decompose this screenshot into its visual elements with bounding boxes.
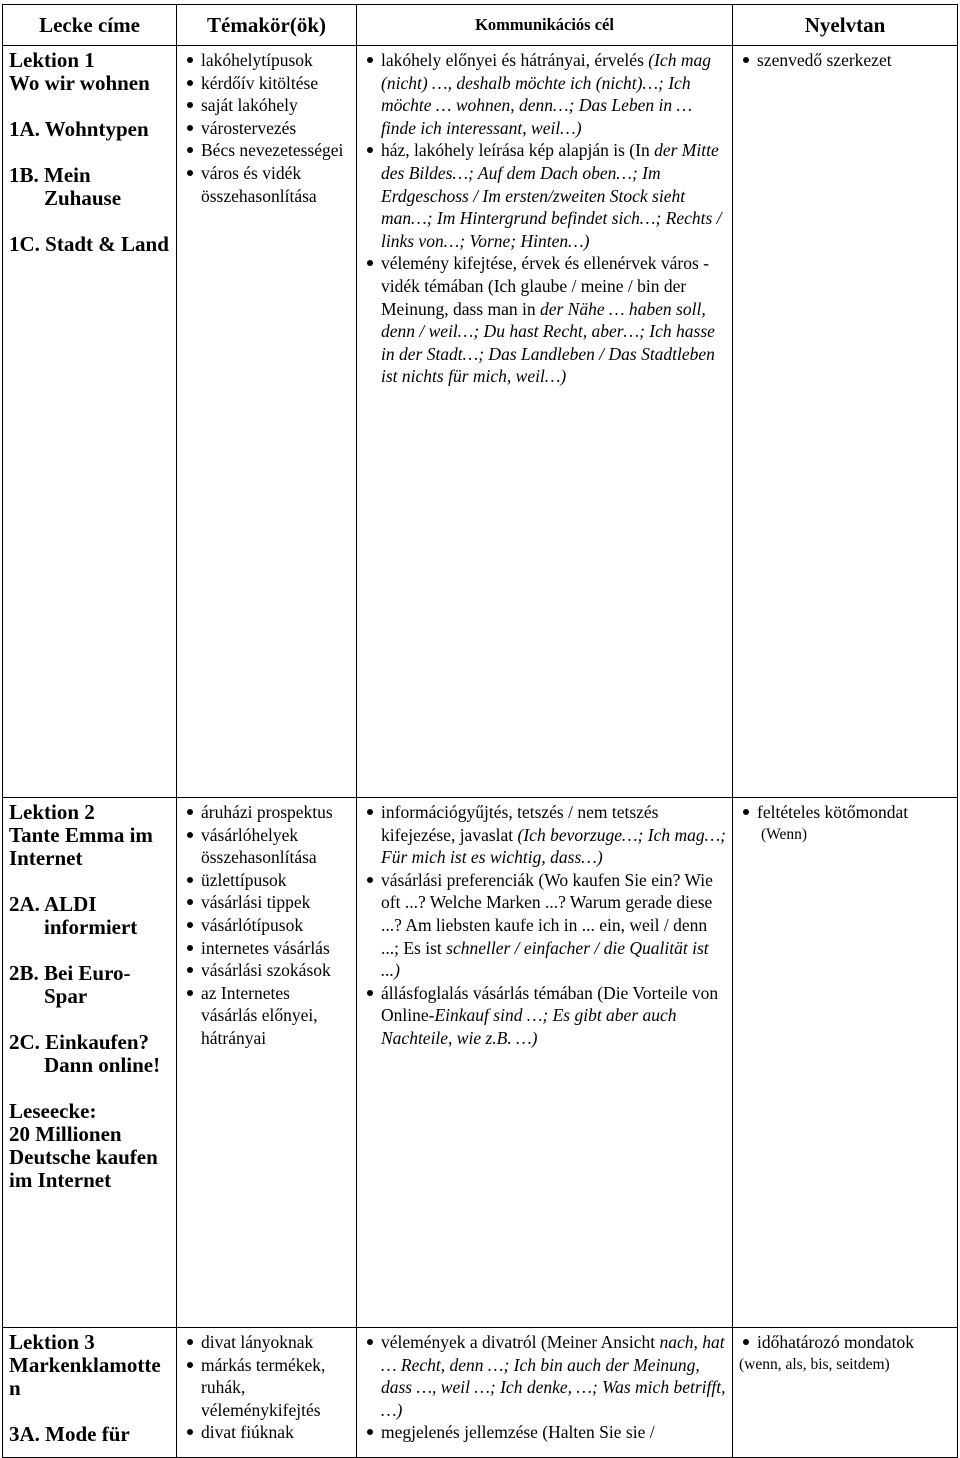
- topic-item: divat fiúknak: [201, 1421, 350, 1444]
- topics-cell: [177, 1328, 357, 1458]
- lesson-number: Lektion 1: [9, 48, 95, 72]
- grammar-item: szenvedő szerkezet: [757, 49, 951, 72]
- grammar-item: feltételes kötőmondat: [757, 801, 951, 824]
- topic-item: internetes vásárlás: [201, 937, 350, 960]
- grammar-cell: [733, 46, 958, 798]
- topic-item: vásárlási szokások: [201, 959, 350, 982]
- reading-corner-title: 20 Millionen Deutsche kaufen im Internet: [9, 1122, 158, 1192]
- lesson-number: Lektion 3: [9, 1330, 95, 1354]
- lesson-row-3: [3, 1328, 958, 1458]
- sub-lesson: 2C. Einkaufen? Dann online!: [9, 1030, 161, 1077]
- sub-lesson: 1C. Stadt & Land: [9, 232, 169, 256]
- communication-cell: [357, 46, 733, 798]
- topic-item: vásárlási tippek: [201, 891, 350, 914]
- lesson-row-1: [3, 46, 958, 798]
- sub-lesson: 1B. Mein Zuhause: [9, 163, 122, 210]
- topic-item: várostervezés: [201, 117, 350, 140]
- lesson-title-cell: [3, 798, 177, 1328]
- communication-cell: [357, 798, 733, 1328]
- header-grammar: Nyelvtan: [733, 5, 958, 46]
- communication-item: vélemény kifejtése, érvek és ellenérvek város - vidék témában (Ich glaube / meine / bin der Meinung, dass man in der Nähe … haben soll, denn / weil…; Du hast Recht, aber…; Ich hasse in der Stadt…; Das Landleben / Das Stadtleben ist nichts für mich, weil…): [381, 252, 726, 388]
- topic-item: üzlettípusok: [201, 869, 350, 892]
- lesson-name: Wo wir wohnen: [9, 71, 150, 95]
- communication-item: állásfoglalás vásárlás témában (Die Vorteile von Online-Einkauf sind …; Es gibt aber auch Nachteile, wie z.B. …): [381, 982, 726, 1050]
- topics-cell: [177, 798, 357, 1328]
- topic-item: márkás termékek, ruhák, véleménykifejtés: [201, 1354, 350, 1422]
- lesson-title-cell: [3, 1328, 177, 1458]
- topic-item: az Internetes vásárlás előnyei, hátrányai: [201, 982, 350, 1050]
- lesson-name: Markenklamotten: [9, 1353, 161, 1400]
- topic-item: áruházi prospektus: [201, 801, 350, 824]
- sub-lesson: 1A. Wohntypen: [9, 117, 149, 141]
- grammar-note: (wenn, als, bis, seitdem): [739, 1355, 890, 1373]
- topic-item: vásárlóhelyek összehasonlítása: [201, 824, 350, 869]
- communication-item: vásárlási preferenciák (Wo kaufen Sie ein? Wie oft ...? Welche Marken ...? Warum gerade diese ...? Am liebsten kaufe ich in ... ein, weil / denn ...; Es ist schneller / einfacher / die Qualität ist ...): [381, 869, 726, 982]
- grammar-note: (Wenn): [761, 825, 808, 843]
- header-row: [3, 5, 958, 46]
- communication-item: vélemények a divatról (Meiner Ansicht nach, hat … Recht, denn …; Ich bin auch der Meinung, dass …, weil …; Ich denke, …; Was mich betrifft, …): [381, 1332, 726, 1420]
- curriculum-table: [2, 4, 958, 1458]
- communication-item: információgyűjtés, tetszés / nem tetszés kifejezése, javaslat (Ich bevorzuge…; Ich mag…; Für mich ist es wichtig, dass…): [381, 802, 727, 868]
- lesson-row-2: [3, 798, 958, 1328]
- topic-item: vásárlótípusok: [201, 914, 350, 937]
- topic-item: lakóhelytípusok: [201, 49, 350, 72]
- topic-item: saját lakóhely: [201, 94, 350, 117]
- header-communication: Kommunikációs cél: [357, 5, 733, 46]
- grammar-cell: [733, 798, 958, 1328]
- reading-corner-label: Leseecke:: [9, 1099, 97, 1123]
- lesson-name: Tante Emma im Internet: [9, 823, 153, 870]
- header-topics: Témakör(ök): [177, 5, 357, 46]
- sub-lesson: 2B. Bei Euro-Spar: [9, 961, 131, 1008]
- communication-item: lakóhely előnyei és hátrányai, érvelés (Ich mag (nicht) …, deshalb möchte ich (nicht)…; Ich möchte … wohnen, denn…; Das Leben in … finde ich interessant, weil…): [381, 49, 726, 139]
- communication-item: megjelenés jellemzése (Halten Sie sie /: [381, 1421, 726, 1444]
- grammar-item: időhatározó mondatok: [757, 1331, 951, 1354]
- communication-item: ház, lakóhely leírása kép alapján is (In der Mitte des Bildes…; Auf dem Dach oben…; Im Erdgeschoss / Im ersten/zweiten Stock sieht man…; Im Hintergrund befindet sich…; Rechts / links von…; Vorne; Hinten…): [381, 139, 726, 252]
- topic-item: divat lányoknak: [201, 1331, 350, 1354]
- topic-item: város és vidék összehasonlítása: [201, 162, 350, 207]
- header-lesson: Lecke címe: [3, 5, 177, 46]
- sub-lesson: 3A. Mode für: [9, 1422, 130, 1446]
- topic-item: kérdőív kitöltése: [201, 72, 350, 95]
- lesson-title-cell: [3, 46, 177, 798]
- lesson-number: Lektion 2: [9, 800, 95, 824]
- communication-cell: [357, 1328, 733, 1458]
- topics-cell: [177, 46, 357, 798]
- sub-lesson: 2A. ALDI informiert: [9, 892, 138, 939]
- grammar-cell: [733, 1328, 958, 1458]
- topic-item: Bécs nevezetességei: [201, 139, 350, 162]
